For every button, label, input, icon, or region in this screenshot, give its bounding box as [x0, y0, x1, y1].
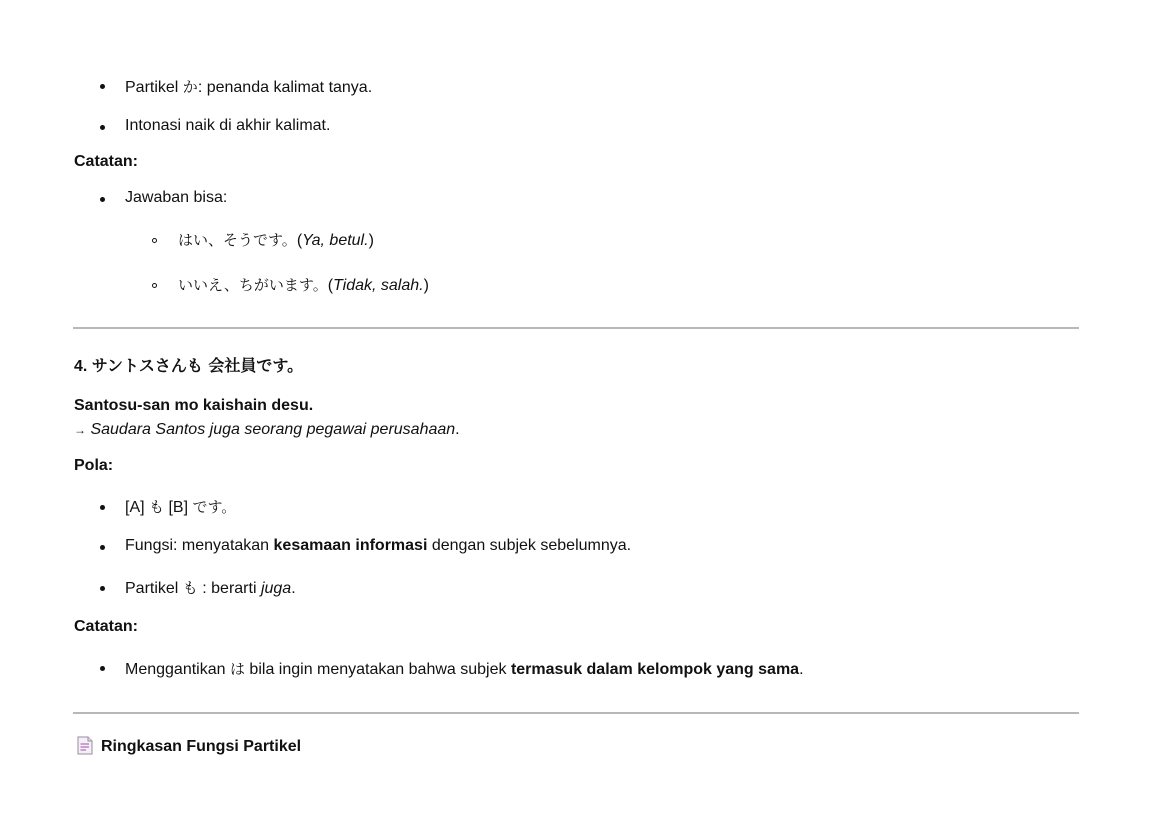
- bullet-dot: [100, 666, 105, 671]
- list-item-answers: Jawaban bisa:: [125, 189, 228, 206]
- answer-yes: はい、そうです。(Ya, betul.): [178, 231, 374, 249]
- note-heading: Catatan:: [74, 153, 139, 170]
- list-item-pattern: [A] も [B] です。: [125, 498, 237, 516]
- bullet-dot: [100, 505, 105, 510]
- list-item-function: Fungsi: menyatakan kesamaan informasi dengan subjek sebelumnya.: [125, 537, 632, 554]
- horizontal-rule: [73, 327, 1079, 329]
- translation-line: → Saudara Santos juga seorang pegawai perusahaan.: [74, 421, 460, 438]
- bullet-dot: [100, 545, 105, 550]
- romaji-sentence: Santosu-san mo kaishain desu.: [74, 397, 314, 414]
- note-heading: Catatan:: [74, 618, 139, 635]
- list-item-particle-ka: Partikel か: penanda kalimat tanya.: [125, 78, 373, 96]
- arrow-icon: →: [74, 423, 86, 437]
- summary-title: Ringkasan Fungsi Partikel: [101, 738, 302, 755]
- sub-bullet-circle: [152, 283, 157, 288]
- horizontal-rule: [73, 712, 1079, 714]
- bullet-dot: [100, 197, 105, 202]
- section-heading: 4. サントスさんも 会社員です。: [74, 356, 304, 375]
- answer-no: いいえ、ちがいます。(Tidak, salah.): [178, 276, 429, 294]
- memo-icon: [76, 736, 94, 755]
- bullet-dot: [100, 125, 105, 130]
- pattern-heading: Pola:: [74, 457, 114, 474]
- bullet-dot: [100, 586, 105, 591]
- list-item-intonation: Intonasi naik di akhir kalimat.: [125, 117, 331, 134]
- list-item-note: Menggantikan は bila ingin menyatakan bahwa subjek termasuk dalam kelompok yang sama.: [125, 660, 804, 678]
- sub-bullet-circle: [152, 238, 157, 243]
- bullet-dot: [100, 84, 105, 89]
- list-item-particle-mo: Partikel も : berarti juga.: [125, 579, 296, 597]
